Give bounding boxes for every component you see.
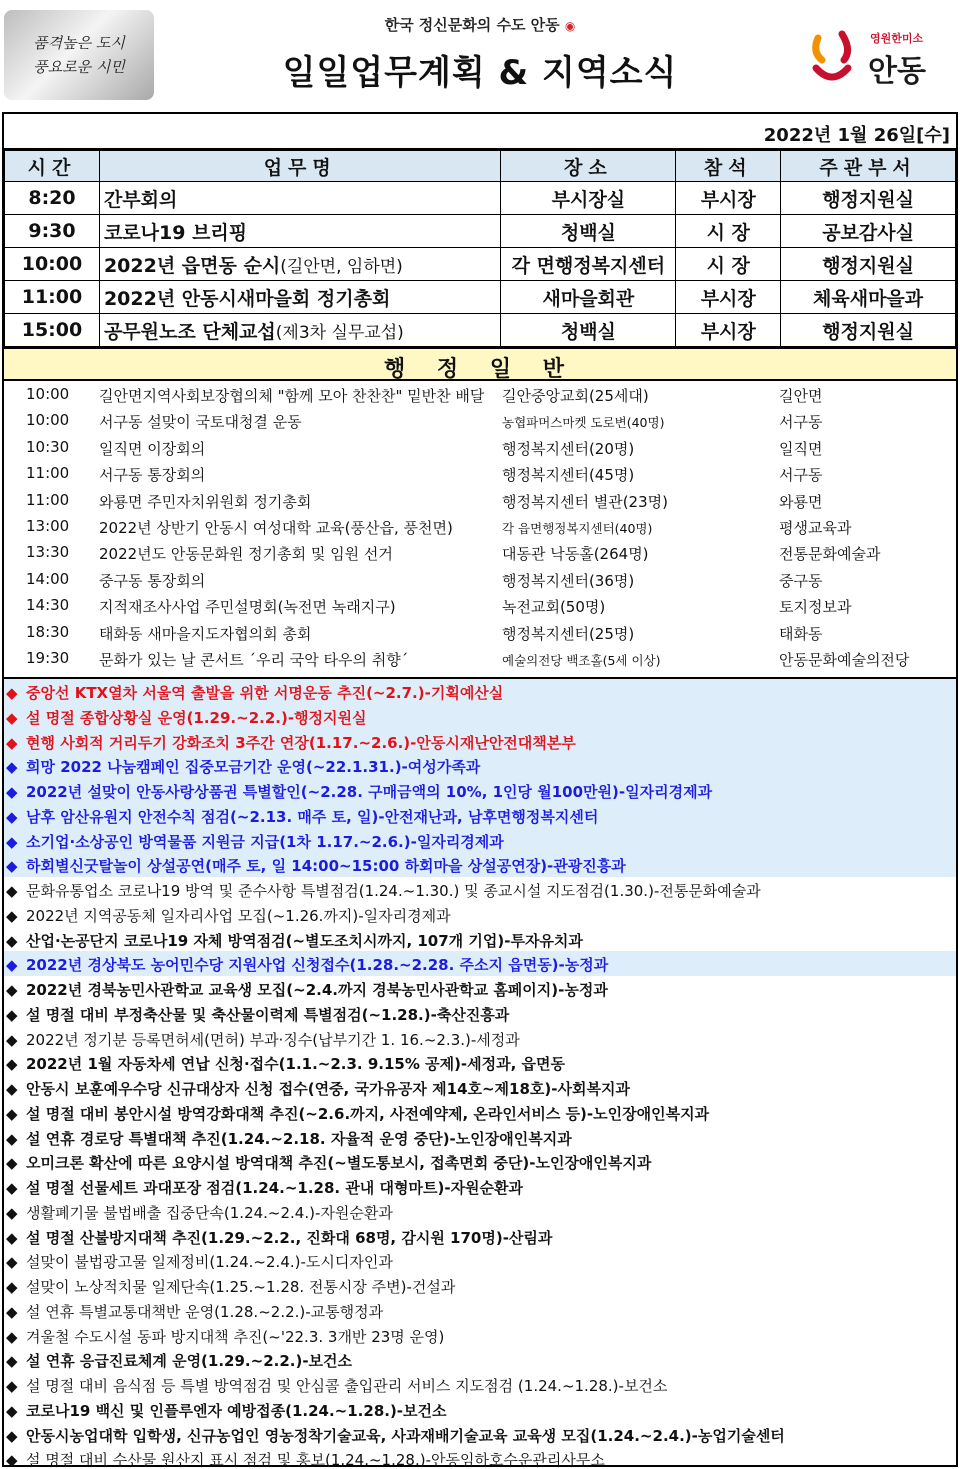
diamond-bullet-icon: ◆ — [6, 758, 18, 777]
city-slogan-logo — [4, 10, 154, 100]
news-text: 2022년 설맞이 안동사랑상품권 특별할인(~2.28. 구매금액의 10%, 1인당 월100만원)-일자리경제과 — [26, 783, 713, 801]
schedule-time: 10:00 — [5, 248, 100, 281]
page-title: 일일업무계획 & 지역소식 — [282, 53, 678, 93]
news-item — [4, 1174, 956, 1199]
news-item — [4, 1323, 956, 1348]
news-item — [4, 976, 956, 1001]
logo-slogan: 영원한미소 — [870, 32, 924, 45]
admin-org: 토지정보과 — [779, 598, 852, 617]
admin-org: 일직면 — [779, 439, 823, 458]
admin-desc: 2022년 상반기 안동시 여성대학 교육(풍산읍, 풍천면) — [99, 518, 453, 537]
schedule-time: 15:00 — [5, 314, 100, 347]
news-text: 2022년 경북농민사관학교 교육생 모집(~2.4.까지 경북농민사관학교 홈페이지)-농정과 — [26, 981, 608, 999]
schedule-time: 8:20 — [5, 182, 100, 215]
swirl-icon: ◉ — [564, 19, 576, 33]
news-item — [4, 1397, 956, 1422]
schedule-task-title: 간부회의 — [103, 188, 178, 211]
admin-org: 평생교육과 — [779, 518, 852, 537]
news-item — [4, 828, 956, 853]
section-title-admin: 행 정 일 반 — [4, 347, 956, 381]
schedule-row — [5, 314, 956, 347]
admin-org: 서구동 — [779, 413, 823, 432]
document-date: 2022년 1월 26일[수] — [763, 125, 950, 146]
news-text: 2022년 지역공동체 일자리사업 모집(~1.26.까지)-일자리경제과 — [26, 906, 451, 925]
news-item — [4, 729, 956, 754]
admin-row — [4, 539, 956, 565]
admin-place: 행정복지센터(20명) — [502, 439, 635, 458]
schedule-attendee: 시 장 — [676, 215, 781, 248]
admin-desc: 중구동 통장회의 — [99, 571, 206, 590]
admin-place: 농협파머스마켓 도로변(40명) — [502, 415, 665, 431]
news-item — [4, 927, 956, 952]
news-text: 설 명절 대비 수산물 원산지 표시 점검 및 홍보(1.24.~1.28.)-안동임하호수운관리사무소 — [26, 1451, 605, 1469]
schedule-row — [5, 248, 956, 281]
news-text: 안동시농업대학 입학생, 신규농업인 영농정착기술교육, 사과재배기술교육 교육생 모집(1.24.~2.4.)-농업기술센터 — [26, 1426, 785, 1445]
schedule-place: 새마을회관 — [501, 281, 676, 314]
news-item — [4, 1224, 956, 1249]
news-item — [4, 877, 956, 902]
news-item — [4, 1125, 956, 1150]
news-item — [4, 679, 956, 704]
admin-org: 와룡면 — [779, 492, 823, 511]
admin-time: 18:30 — [26, 622, 70, 641]
schedule-task — [99, 248, 501, 281]
logo-left-line1: 품격높은 도시 — [33, 34, 125, 52]
diamond-bullet-icon: ◆ — [6, 832, 18, 851]
diamond-bullet-icon: ◆ — [6, 1228, 18, 1247]
logo-city-name: 안동 — [868, 54, 926, 89]
admin-row — [4, 619, 956, 645]
admin-org: 길안면 — [779, 387, 823, 405]
admin-desc: 서구동 설맞이 국토대청결 운동 — [99, 413, 302, 432]
diamond-bullet-icon: ◆ — [6, 684, 18, 702]
news-text: 안동시 보훈예우수당 신규대상자 신청 접수(연중, 국가유공자 제14호~제18호)-사회복지과 — [26, 1080, 630, 1098]
admin-row — [4, 407, 956, 433]
diamond-bullet-icon: ◆ — [6, 1104, 18, 1123]
page-header — [0, 0, 960, 112]
schedule-dept: 체육새마을과 — [781, 281, 956, 314]
schedule-task-title: 2022년 안동시새마을회 정기총회 — [103, 287, 391, 310]
news-item — [4, 1149, 956, 1174]
schedule-row — [5, 281, 956, 314]
andong-logo — [800, 20, 950, 90]
schedule-task — [99, 182, 501, 215]
admin-time: 13:30 — [26, 543, 70, 562]
admin-time: 19:30 — [26, 648, 70, 667]
news-item — [4, 704, 956, 729]
admin-org: 전통문화예술과 — [779, 545, 881, 564]
admin-time: 14:00 — [26, 569, 70, 588]
admin-desc: 태화동 새마을지도자협의회 총회 — [99, 624, 312, 643]
schedule-attendee: 부시장 — [676, 182, 781, 215]
admin-desc: 문화가 있는 날 콘서트 ´우리 국악 타우의 취향´ — [99, 650, 409, 669]
news-item — [4, 1026, 956, 1051]
admin-desc: 와룡면 주민자치위원회 정기총회 — [99, 492, 312, 511]
diamond-bullet-icon: ◆ — [6, 1302, 18, 1321]
news-item — [4, 1298, 956, 1323]
schedule-place: 부시장실 — [501, 182, 676, 215]
news-item — [4, 803, 956, 828]
schedule-dept: 행정지원실 — [781, 182, 956, 215]
schedule-attendee: 부시장 — [676, 281, 781, 314]
news-text: 겨울철 수도시설 동파 방지대책 추진(~'22.3. 3개반 23명 운영) — [26, 1327, 445, 1346]
schedule-attendee: 시 장 — [676, 248, 781, 281]
admin-row — [4, 592, 956, 618]
news-item — [4, 1372, 956, 1397]
diamond-bullet-icon: ◆ — [6, 931, 18, 950]
admin-org: 서구동 — [779, 466, 823, 485]
schedule-header-row — [5, 151, 956, 182]
diamond-bullet-icon: ◆ — [6, 857, 18, 876]
diamond-bullet-icon: ◆ — [6, 1278, 18, 1296]
admin-place: 행정복지센터(25명) — [502, 624, 635, 643]
schedule-dept: 공보감사실 — [781, 215, 956, 248]
news-item — [4, 1199, 956, 1224]
news-item — [4, 1422, 956, 1447]
news-text: 설 명절 종합상황실 운영(1.29.~2.2.)-행정지원실 — [26, 708, 367, 727]
admin-row — [4, 487, 956, 513]
diamond-bullet-icon: ◆ — [6, 1253, 18, 1272]
admin-desc: 2022년도 안동문화원 정기총회 및 임원 선거 — [99, 545, 393, 564]
diamond-bullet-icon: ◆ — [6, 882, 18, 900]
diamond-bullet-icon: ◆ — [6, 906, 18, 925]
diamond-bullet-icon: ◆ — [6, 708, 18, 727]
schedule-place: 청백실 — [501, 314, 676, 347]
diamond-bullet-icon: ◆ — [6, 956, 18, 975]
news-text: 2022년 정기분 등록면허세(면허) 부과·징수(납부기간 1. 16.~2.3.)-세정과 — [26, 1030, 520, 1049]
news-text: 설맞이 노상적치물 일제단속(1.25.~1.28. 전통시장 주변)-건설과 — [26, 1278, 456, 1296]
news-item — [4, 1248, 956, 1273]
admin-place: 행정복지센터(36명) — [502, 571, 635, 590]
diamond-bullet-icon: ◆ — [6, 1080, 18, 1098]
news-text: 2022년 1월 자동차세 연납 신청·접수(1.1.~2.3. 9.15% 공제)-세정과, 읍면동 — [26, 1055, 566, 1074]
news-text: 소기업·소상공인 방역물품 지원금 지급(1차 1.17.~2.6.)-일자리경제과 — [26, 832, 504, 851]
diamond-bullet-icon: ◆ — [6, 1451, 18, 1469]
admin-time: 13:00 — [26, 516, 70, 535]
admin-place: 예술의전당 백조홀(5세 이상) — [502, 652, 661, 668]
news-item — [4, 951, 956, 976]
header-attend: 참석 — [676, 151, 781, 182]
news-text: 남후 암산유원지 안전수칙 점검(~2.13. 매주 토, 일)-안전재난과, 남후면행정복지센터 — [26, 807, 599, 826]
news-text: 오미크론 확산에 따른 요양시설 방역대책 추진(~별도통보시, 접촉면회 중단)-노인장애인복지과 — [26, 1154, 652, 1173]
schedule-row — [5, 215, 956, 248]
admin-time: 11:00 — [26, 464, 70, 483]
admin-desc: 서구동 통장회의 — [99, 466, 206, 485]
admin-place: 행정복지센터 별관(23명) — [502, 492, 668, 511]
header-center — [200, 14, 760, 94]
diamond-bullet-icon: ◆ — [6, 733, 18, 752]
admin-list — [4, 381, 956, 671]
admin-time: 11:00 — [26, 490, 70, 509]
news-text: 설 연휴 경로당 특별대책 추진(1.24.~2.18. 자율적 운영 중단)-노인장애인복지과 — [26, 1129, 572, 1148]
admin-row — [4, 566, 956, 592]
diamond-bullet-icon: ◆ — [6, 1203, 18, 1222]
news-item — [4, 1347, 956, 1372]
diamond-bullet-icon: ◆ — [6, 807, 18, 826]
header-task: 업무명 — [99, 151, 501, 182]
news-text: 중앙선 KTX열차 서울역 출발을 위한 서명운동 추진(~2.7.)-기획예산실 — [26, 684, 504, 702]
diamond-bullet-icon: ◆ — [6, 783, 18, 801]
news-item — [4, 1001, 956, 1026]
admin-org: 안동문화예술의전당 — [779, 650, 910, 669]
schedule-task-note: (제3차 실무교섭) — [275, 322, 404, 343]
admin-row — [4, 434, 956, 460]
news-text: 설 명절 대비 부정축산물 및 축산물이력제 특별점검(~1.28.)-축산진흥과 — [26, 1005, 510, 1024]
smile-logo-icon — [808, 28, 856, 84]
diamond-bullet-icon: ◆ — [6, 1005, 18, 1024]
schedule-place: 청백실 — [501, 215, 676, 248]
diamond-bullet-icon: ◆ — [6, 981, 18, 999]
admin-place: 녹전교회(50명) — [502, 598, 606, 617]
schedule-row — [5, 182, 956, 215]
news-text: 설 연휴 특별교통대책반 운영(1.28.~2.2.)-교통행정과 — [26, 1302, 384, 1321]
schedule-dept: 행정지원실 — [781, 248, 956, 281]
diamond-bullet-icon: ◆ — [6, 1055, 18, 1074]
schedule-place: 각 면행정복지센터 — [501, 248, 676, 281]
news-item — [4, 1100, 956, 1125]
news-text: 설 명절 대비 음식점 등 특별 방역점검 및 안심콜 출입관리 서비스 지도점검 (1.24.~1.28.)-보건소 — [26, 1377, 668, 1395]
admin-time: 10:00 — [26, 385, 70, 403]
admin-place: 길안중앙교회(25세대) — [502, 387, 649, 405]
admin-desc: 일직면 이장회의 — [99, 439, 206, 458]
news-text: 설 명절 선물세트 과대포장 점검(1.24.~1.28. 관내 대형마트)-자원순환과 — [26, 1179, 524, 1197]
admin-row — [4, 381, 956, 407]
schedule-task-title: 2022년 읍면동 순시 — [103, 254, 281, 277]
admin-time: 10:30 — [26, 437, 70, 456]
header-place: 장소 — [501, 151, 676, 182]
news-text: 코로나19 백신 및 인플루엔자 예방접종(1.24.~1.28.)-보건소 — [26, 1401, 447, 1420]
schedule-task — [99, 314, 501, 347]
schedule-dept: 행정지원실 — [781, 314, 956, 347]
news-list — [4, 677, 956, 1469]
schedule-task-title: 코로나19 브리핑 — [103, 221, 248, 244]
news-text: 문화유통업소 코로나19 방역 및 준수사항 특별점검(1.24.~1.30.) 및 종교시설 지도점검(1.30.)-전통문화예술과 — [26, 882, 761, 900]
news-item — [4, 1273, 956, 1298]
news-text: 희망 2022 나눔캠페인 집중모금기간 운영(~22.1.31.)-여성가족과 — [26, 758, 481, 777]
diamond-bullet-icon: ◆ — [6, 1179, 18, 1197]
logo-left-line2: 풍요로운 시민 — [33, 58, 125, 76]
news-text: 생활폐기물 불법배출 집중단속(1.24.~2.4.)-자원순환과 — [26, 1203, 393, 1222]
news-item — [4, 852, 956, 877]
diamond-bullet-icon: ◆ — [6, 1030, 18, 1049]
news-item — [4, 1075, 956, 1100]
diamond-bullet-icon: ◆ — [6, 1377, 18, 1395]
diamond-bullet-icon: ◆ — [6, 1327, 18, 1346]
diamond-bullet-icon: ◆ — [6, 1154, 18, 1173]
diamond-bullet-icon: ◆ — [6, 1426, 18, 1445]
admin-desc: 지적재조사사업 주민설명회(녹전면 녹래지구) — [99, 598, 396, 617]
news-text: 설맞이 불법광고물 일제정비(1.24.~2.4.)-도시디자인과 — [26, 1253, 393, 1272]
header-dept: 주관부서 — [781, 151, 956, 182]
news-text: 설 연휴 응급진료체계 운영(1.29.~2.2.)-보건소 — [26, 1352, 353, 1371]
news-item — [4, 753, 956, 778]
news-item — [4, 1446, 956, 1469]
schedule-task — [99, 215, 501, 248]
news-text: 설 명절 대비 봉안시설 방역강화대책 추진(~2.6.까지, 사전예약제, 온라인서비스 등)-노인장애인복지과 — [26, 1104, 710, 1123]
schedule-table — [4, 150, 956, 347]
news-item — [4, 902, 956, 927]
news-text: 2022년 경상북도 농어민수당 지원사업 신청접수(1.28.~2.28. 주소지 읍면동)-농정과 — [26, 956, 609, 975]
header-time: 시간 — [5, 151, 100, 182]
admin-row — [4, 513, 956, 539]
news-text: 현행 사회적 거리두기 강화조치 3주간 연장(1.17.~2.6.)-안동시재난안전대책본부 — [26, 733, 576, 752]
diamond-bullet-icon: ◆ — [6, 1401, 18, 1420]
schedule-task — [99, 281, 501, 314]
news-text: 설 명절 산불방지대책 추진(1.29.~2.2., 진화대 68명, 감시원 170명)-산림과 — [26, 1228, 553, 1247]
schedule-attendee: 부시장 — [676, 314, 781, 347]
schedule-task-note: (길안면, 임하면) — [280, 256, 403, 277]
admin-row — [4, 645, 956, 671]
schedule-task-title: 공무원노조 단체교섭 — [103, 320, 276, 343]
header-subtitle: 한국 정신문화의 수도 안동 ◉ — [384, 16, 576, 34]
admin-org: 중구동 — [779, 571, 823, 590]
schedule-time: 9:30 — [5, 215, 100, 248]
news-text: 하회별신굿탈놀이 상설공연(매주 토, 일 14:00~15:00 하회마을 상설공연장)-관광진흥과 — [26, 857, 626, 876]
diamond-bullet-icon: ◆ — [6, 1352, 18, 1371]
news-item — [4, 1050, 956, 1075]
news-text: 산업·논공단지 코로나19 자체 방역점검(~별도조치시까지, 107개 기업)-투자유치과 — [26, 931, 583, 950]
admin-place: 각 읍면행정복지센터(40명) — [502, 520, 653, 536]
admin-time: 14:30 — [26, 596, 70, 615]
schedule-time: 11:00 — [5, 281, 100, 314]
admin-time: 10:00 — [26, 411, 70, 430]
admin-desc: 길안면지역사회보장협의체 "함께 모아 찬찬찬" 밑반찬 배달 — [99, 387, 485, 405]
diamond-bullet-icon: ◆ — [6, 1129, 18, 1148]
admin-place: 행정복지센터(45명) — [502, 466, 635, 485]
date-row — [4, 114, 956, 150]
news-item — [4, 778, 956, 803]
admin-org: 태화동 — [779, 624, 823, 643]
admin-place: 대동관 낙동홀(264명) — [502, 545, 649, 564]
document-frame — [2, 112, 958, 1467]
admin-row — [4, 460, 956, 486]
